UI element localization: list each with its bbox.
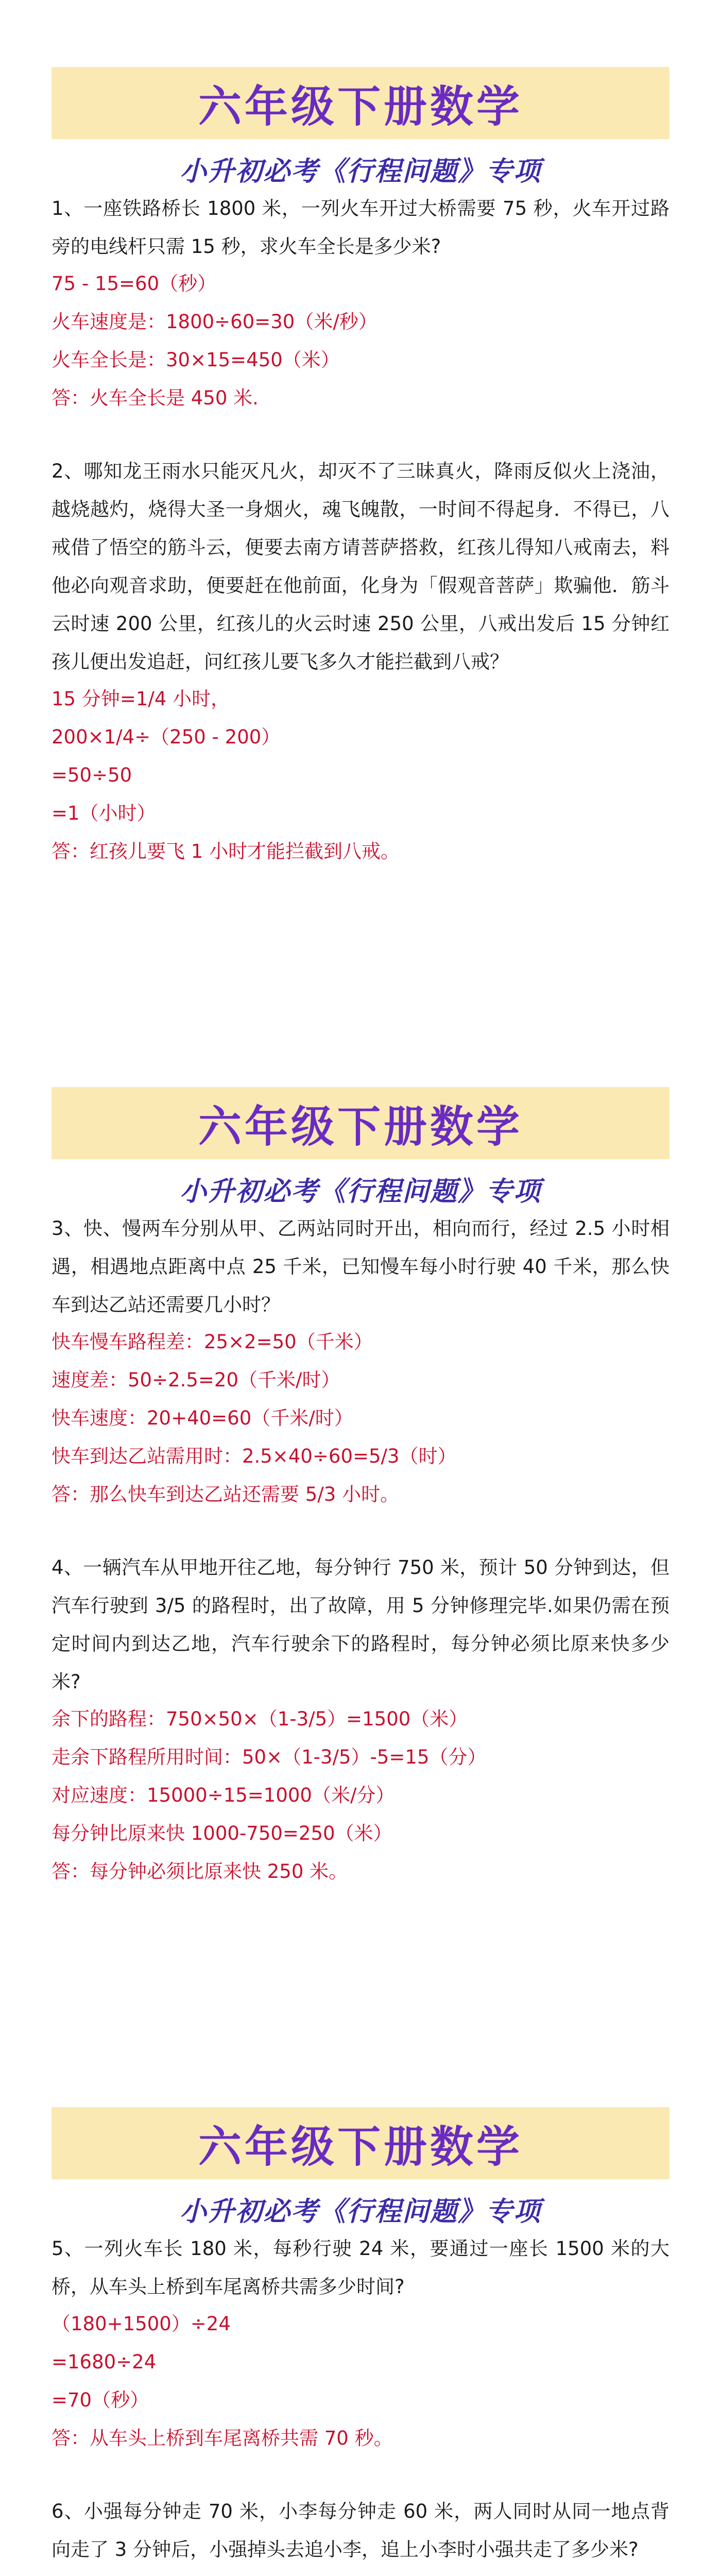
answer-line: 答：从车头上桥到车尾离桥共需 70 秒。 <box>52 2427 393 2449</box>
answer-line: =50÷50 <box>52 764 132 786</box>
answer-line: 速度差：50÷2.5=20（千米/时） <box>52 1369 340 1391</box>
problem-2-answers <box>52 680 670 871</box>
answer-line: 走余下路程所用时间：50×（1-3/5）-5=15（分） <box>52 1746 487 1768</box>
problem-1-answers <box>52 265 670 417</box>
banner-title: 六年级下册数学 <box>198 1101 523 1152</box>
answer-line: 答：每分钟必须比原来快 250 米。 <box>52 1860 348 1883</box>
answer-line: =1680÷24 <box>52 2351 157 2373</box>
problem-4-answers <box>52 1700 670 1891</box>
title-banner <box>52 67 670 139</box>
subtitle: 小升初必考《行程问题》专项 <box>179 156 541 187</box>
answer-line: =1（小时） <box>52 802 156 824</box>
banner-title: 六年级下册数学 <box>198 2121 523 2172</box>
problem-6-question: 6、小强每分钟走 70 米，小李每分钟走 60 米，两人同时从同一地点背向走了 3 分钟后，小强掉头去追小李，追上小李时小强共走了多少米? <box>52 2500 670 2561</box>
problem-1-question: 1、一座铁路桥长 1800 米，一列火车开过大桥需要 75 秒，火车开过路旁的电线杆只需 15 秒，求火车全长是多少米? <box>52 197 670 258</box>
answer-line: 200×1/4÷（250 - 200） <box>52 726 281 748</box>
answer-line: 快车到达乙站需用时：2.5×40÷60=5/3（时） <box>52 1445 457 1467</box>
subtitle: 小升初必考《行程问题》专项 <box>179 2196 541 2227</box>
title-banner <box>52 1087 670 1159</box>
answer-line: （180+1500）÷24 <box>52 2313 231 2335</box>
problem-3-answers <box>52 1323 670 1514</box>
answer-line: 75 - 15=60（秒） <box>52 273 217 295</box>
answer-line: 火车速度是：1800÷60=30（米/秒） <box>52 311 377 333</box>
answer-line: 答：红孩儿要飞 1 小时才能拦截到八戒。 <box>52 840 400 862</box>
answer-line: 答：那么快车到达乙站还需要 5/3 小时。 <box>52 1483 400 1505</box>
answer-line: 答：火车全长是 450 米. <box>52 387 259 409</box>
problem-5-answers <box>52 2305 670 2458</box>
problem-2-question: 2、哪知龙王雨水只能灭凡火，却灭不了三昧真火，降雨反似火上浇油，越烧越灼，烧得大圣一身烟火，魂飞魄散，一时间不得起身．不得已，八戒借了悟空的筋斗云，便要去南方请菩萨搭救，红孩儿得知八戒南去，料他必向观音求助，便要赶在他前面，化身为「假观音菩萨」欺骗他．筋斗云时速 200 公里，红孩儿的火云时速 250 公里，八戒出发后 15 分钟红孩儿便出发追赶，问红孩儿要飞多久才能拦截到八戒？ <box>52 460 670 673</box>
answer-line: 快车慢车路程差：25×2=50（千米） <box>52 1331 373 1353</box>
answer-line: 15 分钟=1/4 小时， <box>52 688 230 710</box>
answer-line: 每分钟比原来快 1000-750=250（米） <box>52 1822 392 1844</box>
title-banner <box>52 2107 670 2179</box>
problem-3-question: 3、快、慢两车分别从甲、乙两站同时开出，相向而行，经过 2.5 小时相遇，相遇地点距离中点 25 千米，已知慢车每小时行驶 40 千米，那么快车到达乙站还需要几小时？ <box>52 1217 670 1316</box>
answer-line: =70（秒） <box>52 2389 149 2411</box>
problem-4-question: 4、一辆汽车从甲地开往乙地，每分钟行 750 米，预计 50 分钟到达，但汽车行驶到 3/5 的路程时，出了故障，用 5 分钟修理完毕.如果仍需在预定时间内到达乙地，汽车行驶余下的路程时，每分钟必须比原来快多少米? <box>52 1556 670 1693</box>
answer-line: 对应速度：15000÷15=1000（米/分） <box>52 1784 395 1806</box>
answer-line: 快车速度：20+40=60（千米/时） <box>52 1407 353 1429</box>
answer-line: 火车全长是：30×15=450（米） <box>52 349 340 371</box>
problem-5-question: 5、一列火车长 180 米，每秒行驶 24 米，要通过一座长 1500 米的大桥，从车头上桥到车尾离桥共需多少时间? <box>52 2238 670 2298</box>
subtitle: 小升初必考《行程问题》专项 <box>179 1176 541 1207</box>
banner-title: 六年级下册数学 <box>198 81 523 132</box>
answer-line: 余下的路程：750×50×（1-3/5）=1500（米） <box>52 1708 468 1730</box>
